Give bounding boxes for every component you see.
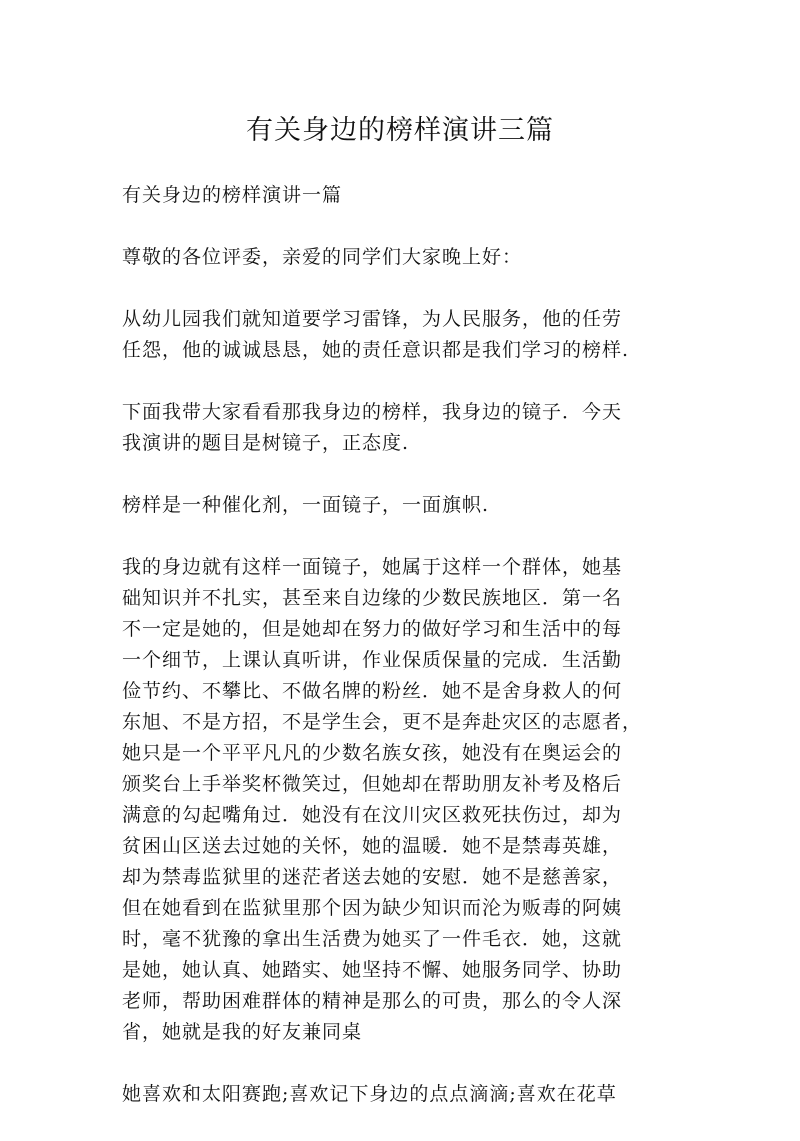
- text-line: 她喜欢和太阳赛跑;喜欢记下身边的点点滴滴;喜欢在花草: [122, 1083, 617, 1105]
- text-line: 有关身边的榜样演讲一篇: [122, 184, 343, 206]
- paragraph: [122, 490, 682, 521]
- text-line: 满意的勾起嘴角过．她没有在汶川灾区救死扶伤过，却为: [122, 804, 623, 826]
- text-line: 是她，她认真、她踏实、她坚持不懈、她服务同学、协助: [122, 959, 623, 981]
- text-line: 从幼儿园我们就知道要学习雷锋，为人民服务，他的任劳: [122, 308, 623, 330]
- document-title: 有关身边的榜样演讲三篇: [246, 115, 554, 146]
- text-line: 我演讲的题目是树镜子，正态度.: [122, 432, 410, 454]
- text-line: 俭节约、不攀比、不做名牌的粉丝．她不是舍身救人的何: [122, 680, 623, 702]
- text-line: 颁奖台上手举奖杯微笑过，但她却在帮助朋友补考及格后: [122, 773, 623, 795]
- paragraph: [122, 180, 682, 211]
- text-line: 却为禁毒监狱里的迷茫者送去她的安慰．她不是慈善家，: [122, 866, 623, 888]
- text-line: 时，毫不犹豫的拿出生活费为她买了一件毛衣．她，这就: [122, 928, 623, 950]
- text-line: 她只是一个平平凡凡的少数名族女孩，她没有在奥运会的: [122, 742, 623, 764]
- text-line: 础知识并不扎实，甚至来自边缘的少数民族地区．第一名: [122, 587, 623, 609]
- text-line: 但在她看到在监狱里那个因为缺少知识而沦为贩毒的阿姨: [122, 897, 623, 919]
- text-line: 省，她就是我的好友兼同桌: [122, 1021, 363, 1043]
- text-line: 贫困山区送去过她的关怀，她的温暖．她不是禁毒英雄，: [122, 835, 623, 857]
- text-line: 任怨，他的诚诚恳恳，她的责任意识都是我们学习的榜样.: [122, 339, 630, 361]
- paragraph: [122, 552, 682, 1048]
- text-line: 不一定是她的，但是她却在努力的做好学习和生活中的每: [122, 618, 623, 640]
- text-line: 一个细节，上课认真听讲，作业保质保量的完成．生活勤: [122, 649, 623, 671]
- paragraph: [122, 242, 682, 273]
- text-line: 尊敬的各位评委，亲爱的同学们大家晚上好：: [122, 246, 523, 268]
- paragraph: [122, 1079, 682, 1110]
- paragraph: [122, 397, 682, 459]
- text-line: 老师，帮助困难群体的精神是那么的可贵，那么的令人深: [122, 990, 623, 1012]
- document-body: [122, 180, 682, 1141]
- text-line: 东旭、不是方招，不是学生会，更不是奔赴灾区的志愿者，: [122, 711, 643, 733]
- paragraph: [122, 304, 682, 366]
- text-line: 我的身边就有这样一面镜子，她属于这样一个群体，她基: [122, 556, 623, 578]
- text-line: 下面我带大家看看那我身边的榜样，我身边的镜子．今天: [122, 401, 623, 423]
- text-line: 榜样是一种催化剂，一面镜子，一面旗帜.: [122, 494, 490, 516]
